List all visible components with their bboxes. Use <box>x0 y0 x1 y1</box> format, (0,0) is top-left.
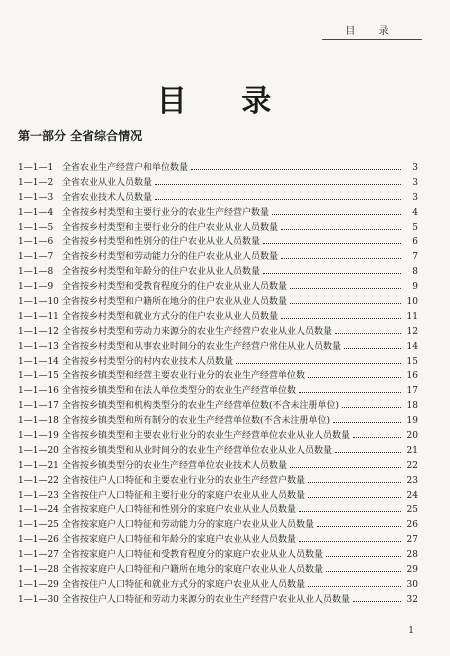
toc-entry[interactable] <box>18 220 418 235</box>
toc-entry-page: 22 <box>406 460 418 471</box>
page-title: 目 录 <box>156 84 294 119</box>
toc-entry-page: 3 <box>412 163 418 173</box>
toc-entry[interactable] <box>18 547 418 562</box>
toc-entry[interactable] <box>18 294 418 309</box>
toc-entry-page: 10 <box>406 297 418 308</box>
toc-entry-number: 1—1—20 <box>18 445 59 456</box>
toc-entry-page: 6 <box>412 237 418 248</box>
toc-leader-dots <box>272 214 401 215</box>
toc-entry[interactable] <box>18 264 418 279</box>
toc-entry-number: 1—1—26 <box>18 535 59 546</box>
toc-entry-title: 全省按乡镇类型和主要农业行业分的农业生产经营单位农业从业人员数量 <box>62 431 351 442</box>
toc-entry-page: 11 <box>406 311 418 322</box>
toc-entry-number: 1—1—10 <box>18 297 59 308</box>
toc-entry-number: 1—1—24 <box>18 505 59 516</box>
toc-entry[interactable] <box>18 458 418 473</box>
toc-entry-number: 1—1—28 <box>18 565 59 576</box>
toc-entry-number: 1—1—21 <box>18 460 59 471</box>
toc-entry-title: 全省按住户人口特征和主要行业分的家庭户农业从业人员数量 <box>62 490 306 501</box>
toc-entry-page: 21 <box>406 445 418 456</box>
toc-entry-title: 全省按乡村类型和就业方式分的住户农业从业人员数量 <box>62 311 279 322</box>
toc-leader-dots <box>263 243 401 244</box>
toc-entry-title: 全省农业从业人员数量 <box>62 177 153 188</box>
toc-leader-dots <box>191 169 401 170</box>
toc-entry-page: 9 <box>412 282 418 293</box>
toc-leader-dots <box>281 258 401 259</box>
toc-entry-title: 全省按住户人口特征和主要农业行业分的农业生产经营户数量 <box>62 475 306 486</box>
toc-entry-page: 32 <box>406 594 418 605</box>
toc-entry[interactable] <box>18 339 418 354</box>
toc-leader-dots <box>308 482 401 483</box>
toc-entry-title: 全省按家庭户人口特征和户籍所在地分的家庭户农业从业人员数量 <box>62 565 324 576</box>
toc-entry-title: 全省按家庭户人口特征和受教育程度分的家庭户农业从业人员数量 <box>62 550 324 561</box>
toc-entry-number: 1—1—5 <box>18 222 54 233</box>
table-of-contents <box>18 160 418 607</box>
toc-entry[interactable] <box>18 368 418 383</box>
toc-entry-number: 1—1—6 <box>18 237 54 248</box>
section-heading: 第一部分 全省综合情况 <box>18 129 143 143</box>
toc-leader-dots <box>299 511 401 512</box>
toc-entry[interactable] <box>18 354 418 369</box>
toc-entry-page: 7 <box>412 252 418 263</box>
toc-entry[interactable] <box>18 160 418 175</box>
toc-entry-title: 全省按乡镇类型和从业时间分的农业生产经营单位农业从业人员数量 <box>62 445 333 456</box>
toc-entry-number: 1—1—2 <box>18 177 54 188</box>
toc-entry[interactable] <box>18 473 418 488</box>
toc-leader-dots <box>290 303 401 304</box>
toc-entry-page: 16 <box>406 371 418 382</box>
toc-leader-dots <box>326 556 401 557</box>
toc-entry-page: 27 <box>406 535 418 546</box>
toc-entry[interactable] <box>18 577 418 592</box>
toc-entry-page: 17 <box>406 386 418 397</box>
toc-leader-dots <box>308 377 401 378</box>
toc-entry-number: 1—1—14 <box>18 356 59 367</box>
toc-entry-page: 4 <box>412 207 418 218</box>
toc-entry-number: 1—1—3 <box>18 192 54 203</box>
toc-leader-dots <box>299 392 401 393</box>
toc-entry-number: 1—1—17 <box>18 401 59 412</box>
toc-entry-page: 3 <box>412 177 418 188</box>
toc-entry-number: 1—1—1 <box>18 163 54 173</box>
toc-entry-page: 30 <box>406 579 418 590</box>
toc-entry[interactable] <box>18 398 418 413</box>
toc-leader-dots <box>299 541 401 542</box>
toc-entry-title: 全省按乡村类型和主要行业分的住户农业从业人员数量 <box>62 222 279 233</box>
toc-entry-page: 3 <box>412 192 418 203</box>
toc-leader-dots <box>317 526 401 527</box>
toc-entry[interactable] <box>18 517 418 532</box>
toc-entry-page: 14 <box>406 341 418 352</box>
toc-leader-dots <box>308 586 401 587</box>
toc-entry-title: 全省按家庭户人口特征和劳动能力分的家庭户农业从业人员数量 <box>62 520 315 531</box>
toc-entry-page: 18 <box>406 401 418 412</box>
toc-entry-number: 1—1—9 <box>18 282 54 293</box>
toc-entry-page: 15 <box>406 356 418 367</box>
toc-entry-title: 全省按乡村类型和劳动能力分的住户农业从业人员数量 <box>62 252 279 263</box>
toc-entry-number: 1—1—7 <box>18 252 54 263</box>
toc-entry-page: 29 <box>406 565 418 576</box>
toc-entry-title: 全省按乡村类型和劳动力来源分的农业生产经营户农业从业人员数量 <box>62 326 333 337</box>
toc-entry-title: 全省按乡镇类型和经营主要农业行业分的农业生产经营单位数 <box>62 371 306 382</box>
toc-entry-number: 1—1—12 <box>18 326 59 337</box>
toc-entry-number: 1—1—18 <box>18 416 59 427</box>
toc-entry[interactable] <box>18 488 418 503</box>
toc-entry-title: 全省按乡村类型分的村内农业技术人员数量 <box>62 356 234 367</box>
toc-entry-title: 全省按乡镇类型和机构类型分的农业生产经营单位数(不含未注册单位) <box>62 401 340 412</box>
running-header: 目 录 <box>322 22 422 40</box>
toc-entry[interactable] <box>18 383 418 398</box>
toc-entry-title: 全省按住户人口特征和劳动力来源分的农业生产经营户农业从业人员数量 <box>62 594 351 605</box>
toc-entry-title: 全省按家庭户人口特征和年龄分的家庭户农业从业人员数量 <box>62 535 297 546</box>
toc-entry-page: 24 <box>406 490 418 501</box>
toc-entry-page: 19 <box>406 416 418 427</box>
toc-entry-page: 20 <box>406 431 418 442</box>
toc-entry-number: 1—1—15 <box>18 371 59 382</box>
toc-entry-title: 全省农业生产经营户和单位数量 <box>62 163 189 173</box>
toc-leader-dots <box>333 422 401 423</box>
toc-entry-number: 1—1—16 <box>18 386 59 397</box>
toc-entry-title: 全省农业技术人员数量 <box>62 192 153 203</box>
toc-entry-number: 1—1—13 <box>18 341 59 352</box>
toc-entry[interactable] <box>18 205 418 220</box>
toc-entry-title: 全省按乡村类型和主要行业分的农业生产经营户数量 <box>62 207 270 218</box>
toc-leader-dots <box>342 407 401 408</box>
toc-entry-number: 1—1—4 <box>18 207 54 218</box>
toc-entry[interactable] <box>18 428 418 443</box>
toc-leader-dots <box>236 363 401 364</box>
toc-entry[interactable] <box>18 532 418 547</box>
toc-entry[interactable] <box>18 234 418 249</box>
toc-entry[interactable] <box>18 249 418 264</box>
toc-leader-dots <box>326 571 401 572</box>
toc-entry-number: 1—1—19 <box>18 431 59 442</box>
toc-entry[interactable] <box>18 502 418 517</box>
toc-entry-title: 全省按乡村类型和受教育程度分的住户农业从业人员数量 <box>62 282 288 293</box>
toc-entry-number: 1—1—25 <box>18 520 59 531</box>
toc-leader-dots <box>335 333 401 334</box>
toc-entry-title: 全省按乡村类型和年龄分的住户农业从业人员数量 <box>62 267 261 278</box>
toc-entry-page: 23 <box>406 475 418 486</box>
toc-leader-dots <box>290 467 401 468</box>
toc-entry[interactable] <box>18 413 418 428</box>
toc-entry-title: 全省按乡村类型和户籍所在地分的住户农业从业人员数量 <box>62 297 288 308</box>
toc-entry[interactable] <box>18 443 418 458</box>
toc-entry-page: 25 <box>406 505 418 516</box>
toc-entry-page: 28 <box>406 550 418 561</box>
toc-entry[interactable] <box>18 175 418 190</box>
toc-entry-number: 1—1—11 <box>18 311 59 322</box>
toc-entry-title: 全省按乡镇类型和所有制分的农业生产经营单位数(不含未注册单位) <box>62 416 331 427</box>
toc-entry[interactable] <box>18 324 418 339</box>
toc-leader-dots <box>263 273 401 274</box>
toc-entry-title: 全省按乡镇类型分的农业生产经营单位农业技术人员数量 <box>62 460 288 471</box>
toc-entry-page: 5 <box>412 222 418 233</box>
toc-leader-dots <box>290 288 401 289</box>
toc-leader-dots <box>308 497 401 498</box>
toc-entry-number: 1—1—29 <box>18 579 59 590</box>
toc-entry-page: 8 <box>412 267 418 278</box>
toc-entry-number: 1—1—22 <box>18 475 59 486</box>
toc-leader-dots <box>344 348 401 349</box>
toc-entry[interactable] <box>18 279 418 294</box>
toc-leader-dots <box>281 229 401 230</box>
toc-entry-title: 全省按家庭户人口特征和性别分的家庭户农业从业人员数量 <box>62 505 297 516</box>
toc-leader-dots <box>281 318 401 319</box>
toc-entry-number: 1—1—27 <box>18 550 59 561</box>
toc-entry-title: 全省按乡镇类型和在法人单位类型分的农业生产经营单位数 <box>62 386 297 397</box>
toc-leader-dots <box>353 437 401 438</box>
toc-entry[interactable] <box>18 562 418 577</box>
toc-entry-title: 全省按住户人口特征和就业方式分的家庭户农业从业人员数量 <box>62 579 306 590</box>
toc-entry-number: 1—1—23 <box>18 490 59 501</box>
toc-entry-title: 全省按乡村类型和从事农业时间分的农业生产经营户常住从业人员数量 <box>62 341 342 352</box>
toc-entry-title: 全省按乡村类型和性别分的住户农业从业人员数量 <box>62 237 261 248</box>
toc-entry[interactable] <box>18 190 418 205</box>
toc-leader-dots <box>155 184 401 185</box>
toc-leader-dots <box>353 601 401 602</box>
toc-entry-page: 12 <box>406 326 418 337</box>
toc-entry-number: 1—1—30 <box>18 594 59 605</box>
toc-leader-dots <box>155 199 401 200</box>
toc-entry-number: 1—1—8 <box>18 267 54 278</box>
page-number: 1 <box>408 626 414 636</box>
toc-entry[interactable] <box>18 592 418 607</box>
toc-leader-dots <box>335 452 401 453</box>
toc-entry-page: 26 <box>406 520 418 531</box>
toc-entry[interactable] <box>18 309 418 324</box>
